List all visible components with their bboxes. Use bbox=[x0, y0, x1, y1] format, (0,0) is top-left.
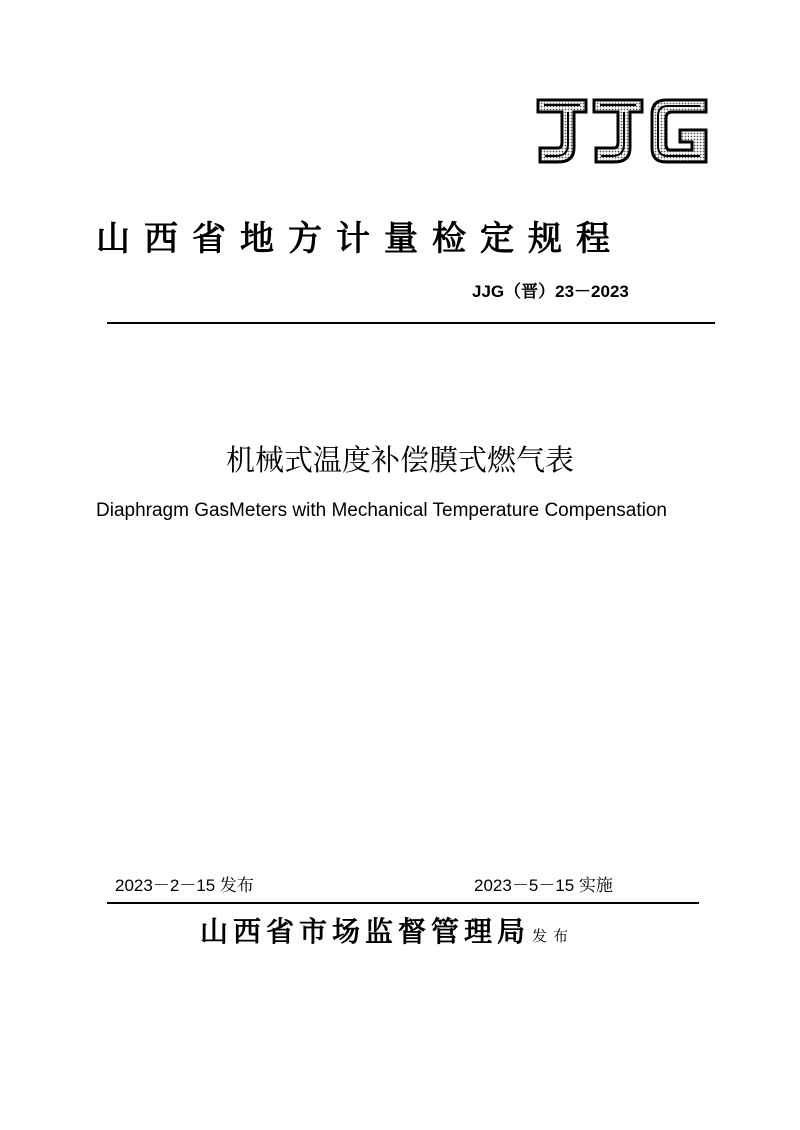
regulation-code: JJG（晋）23－2023 bbox=[472, 282, 629, 301]
implementation-date: 2023－5－15 实施 bbox=[474, 876, 613, 895]
jjg-logo bbox=[534, 96, 710, 166]
publisher-name: 山西省市场监督管理局 bbox=[200, 915, 531, 948]
header-divider bbox=[107, 322, 715, 324]
publisher-suffix: 发布 bbox=[532, 927, 575, 945]
issue-date: 2023－2－15 发布 bbox=[115, 876, 254, 895]
footer-divider bbox=[107, 902, 699, 904]
publisher-line bbox=[200, 912, 574, 952]
english-title: Diaphragm GasMeters with Mechanical Temperature Compensation bbox=[96, 500, 667, 521]
regulation-type-heading: 山西省地方计量检定规程 bbox=[96, 219, 624, 259]
chinese-title: 机械式温度补偿膜式燃气表 bbox=[225, 443, 574, 477]
